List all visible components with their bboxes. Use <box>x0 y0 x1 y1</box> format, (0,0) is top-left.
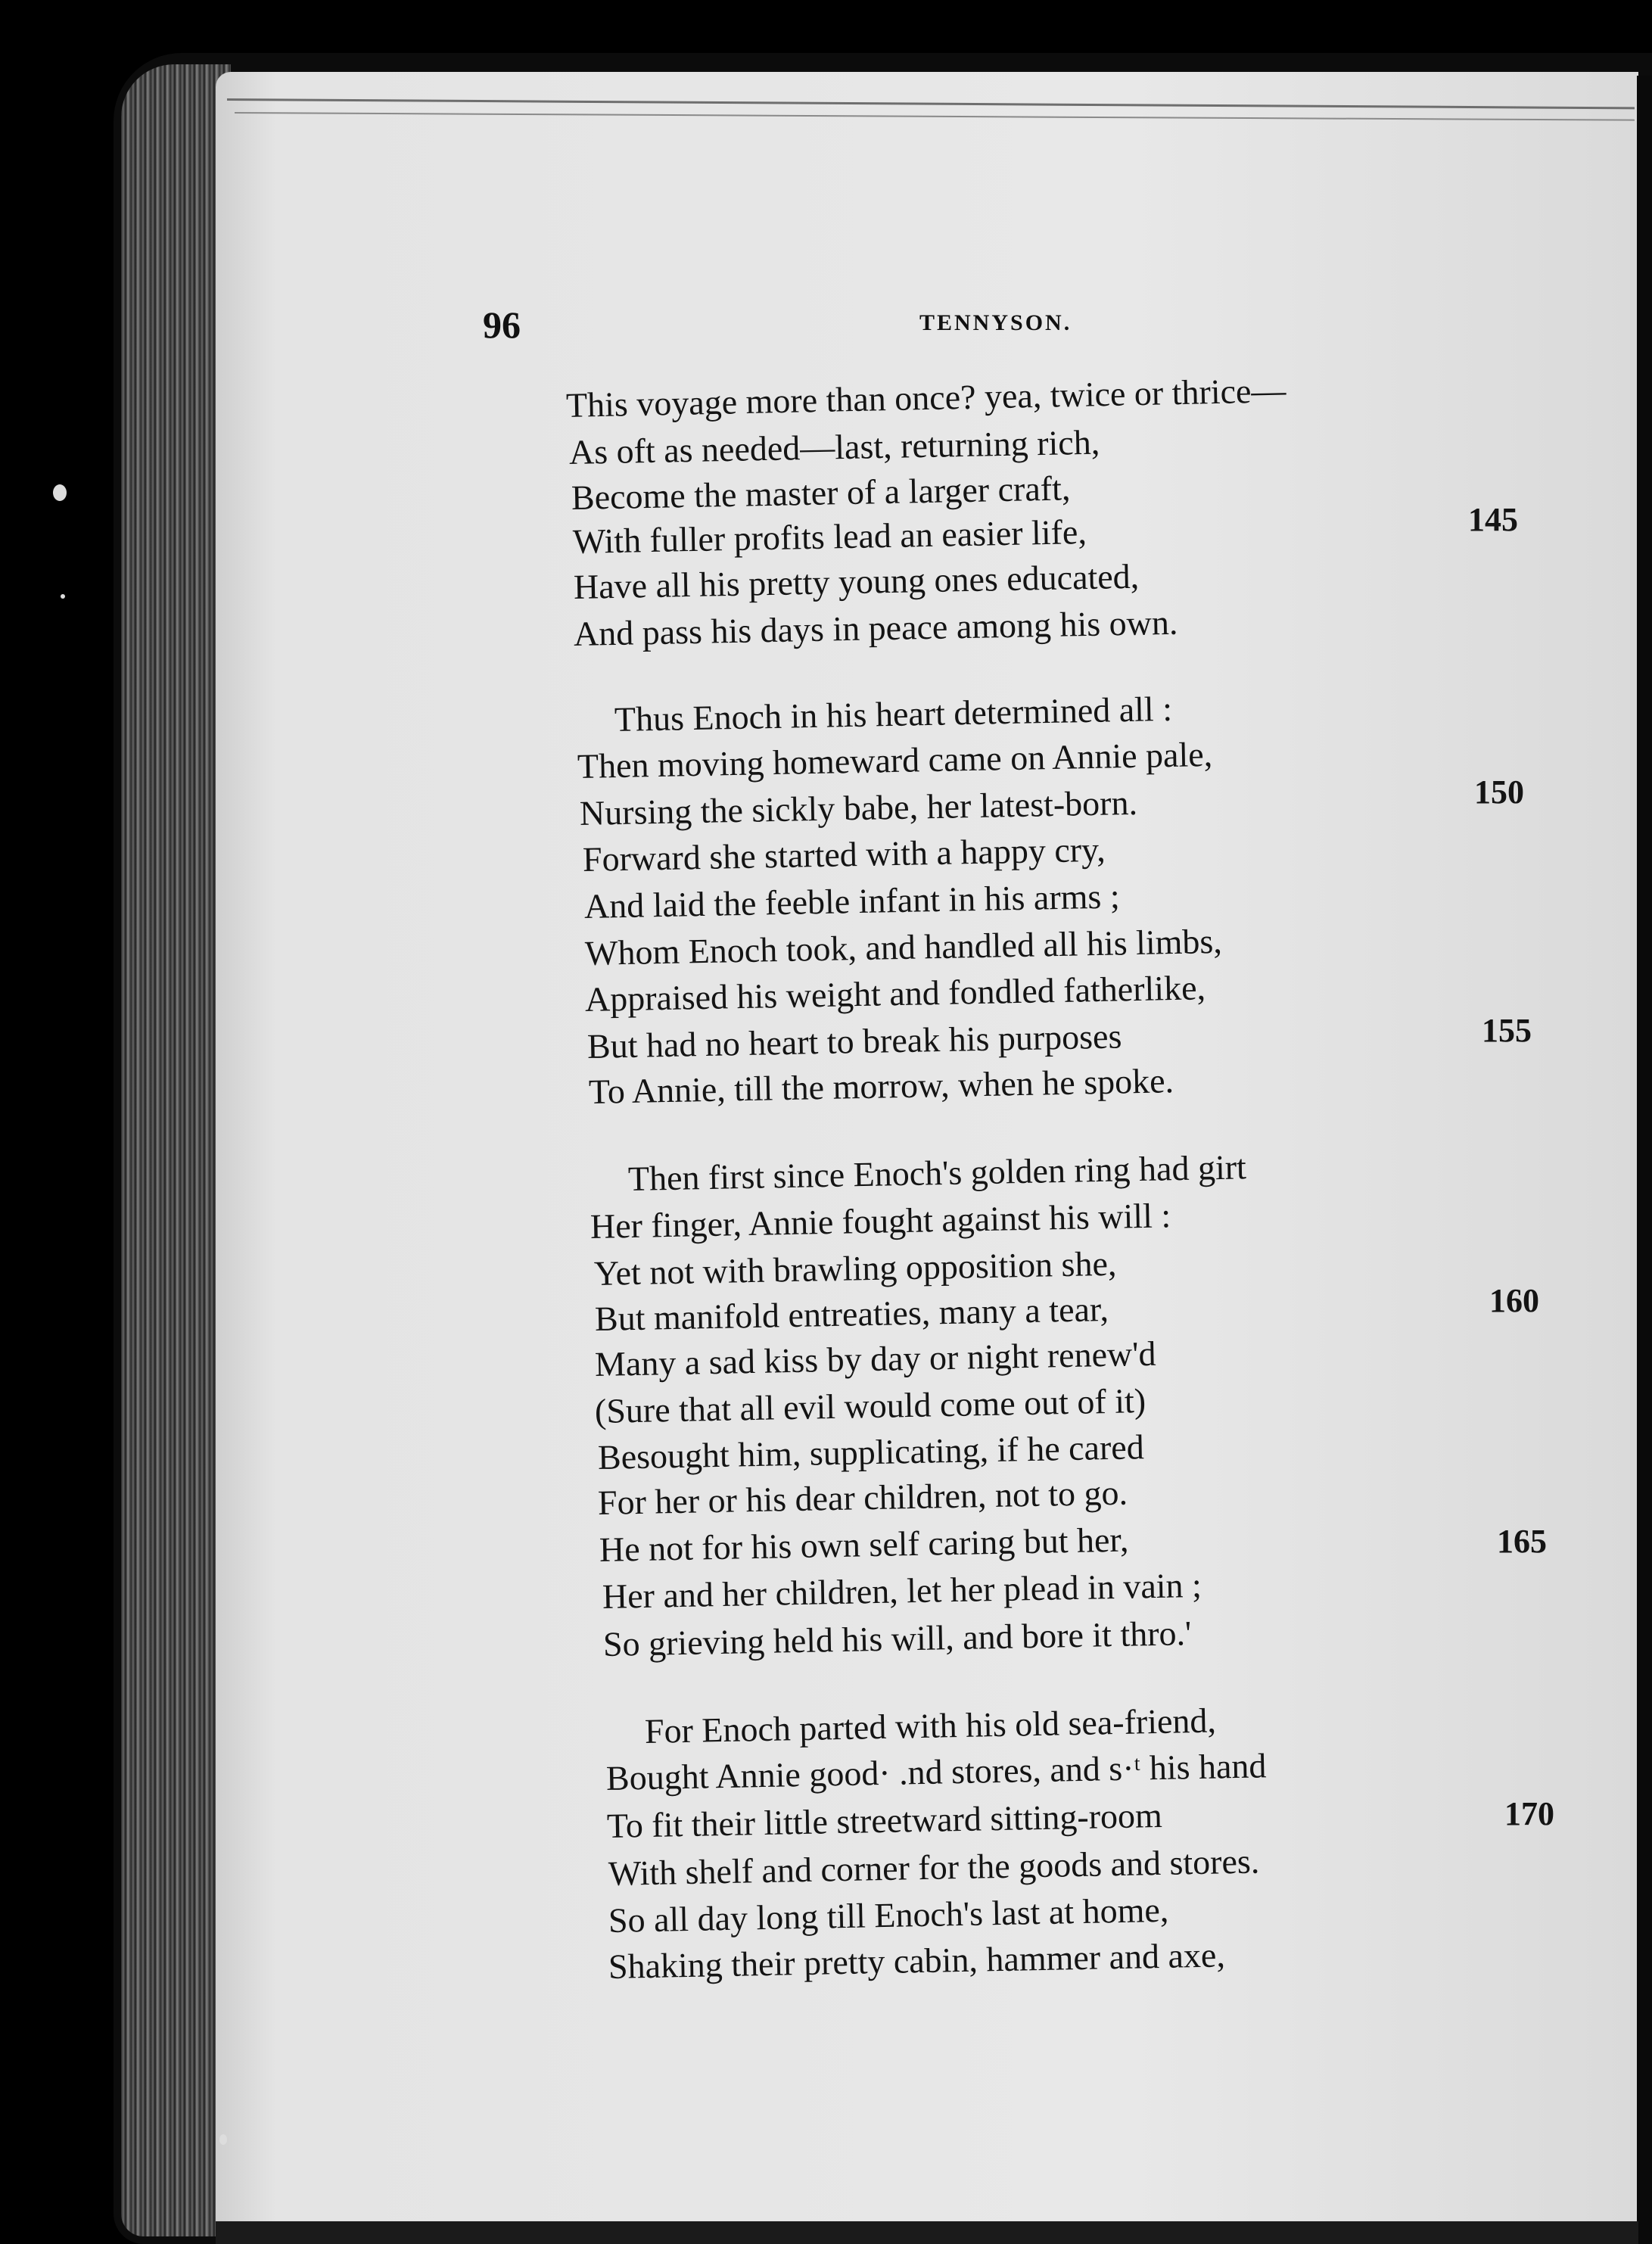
poem-line: He not for his own self caring but her, <box>599 1520 1129 1569</box>
dust-speck <box>61 594 65 599</box>
right-page-edge <box>1637 76 1652 2244</box>
poem-line: To Annie, till the morrow, when he spoke. <box>588 1061 1174 1111</box>
line-number: 155 <box>1482 1012 1532 1049</box>
poem-line: (Sure that all evil would come out of it) <box>594 1381 1146 1430</box>
poem-line: This voyage more than once? yea, twice or thrice— <box>565 371 1286 425</box>
poem-line: Then first since Enoch's golden ring had girt <box>627 1147 1247 1198</box>
poem-line: Appraised his weight and fondled fatherlike, <box>584 968 1206 1019</box>
poem-line: Besought him, supplicating, if he cared <box>597 1427 1145 1477</box>
line-number: 170 <box>1504 1795 1554 1832</box>
poem-line: Become the master of a larger craft, <box>571 468 1071 517</box>
poem-line: Shaking their pretty cabin, hammer and axe, <box>608 1935 1226 1986</box>
poem-line: To fit their little streetward sitting-room <box>606 1795 1163 1845</box>
page-number: 96 <box>483 303 521 346</box>
poem-line: Yet not with brawling opposition she, <box>593 1243 1117 1293</box>
poem-line: Forward she started with a happy cry, <box>582 829 1106 879</box>
line-number: 150 <box>1474 773 1524 811</box>
poem-line: For her or his dear children, not to go. <box>597 1473 1128 1522</box>
dust-speck <box>219 2134 227 2145</box>
poem-line: But manifold entreaties, many a tear, <box>594 1289 1109 1338</box>
poem-line: So grieving held his will, and bore it thro.' <box>602 1614 1192 1664</box>
poem-line: With shelf and corner for the goods and stores. <box>608 1841 1260 1893</box>
poem-line: Her and her children, let her plead in vain ; <box>602 1565 1202 1616</box>
poem-line: Then moving homeward came on Annie pale, <box>577 734 1213 786</box>
poem-line: Bought Annie good· .nd stores, and s·ᵗ his hand <box>605 1746 1267 1797</box>
poem-line: And pass his days in peace among his own. <box>573 602 1178 653</box>
page-edges <box>121 64 231 2236</box>
poem-line: So all day long till Enoch's last at home, <box>608 1890 1169 1940</box>
poem-line: Have all his pretty young ones educated, <box>573 556 1140 606</box>
poem-line: Her finger, Annie fought against his will : <box>590 1196 1171 1246</box>
poem-line: But had no heart to break his purposes <box>586 1016 1122 1066</box>
poem-line: Many a sad kiss by day or night renew'd <box>594 1334 1156 1383</box>
poem-line: As oft as needed—last, returning rich, <box>568 422 1100 472</box>
poem-line: Whom Enoch took, and handled all his limbs, <box>584 921 1223 973</box>
poem-line: For Enoch parted with his old sea-friend, <box>644 1701 1217 1751</box>
poem-line: Thus Enoch in his heart determined all : <box>614 689 1173 739</box>
poem-line: And laid the feeble infant in his arms ; <box>583 876 1121 926</box>
poem-line: With fuller profits lead an easier life, <box>572 512 1087 561</box>
line-number: 145 <box>1468 501 1518 538</box>
line-number: 165 <box>1497 1523 1547 1560</box>
poem-line: Nursing the sickly babe, her latest-born. <box>579 783 1138 833</box>
line-number: 160 <box>1489 1282 1539 1319</box>
dust-speck <box>53 484 67 501</box>
running-head: TENNYSON. <box>919 310 1072 335</box>
bottom-page-edge <box>216 2221 1638 2244</box>
